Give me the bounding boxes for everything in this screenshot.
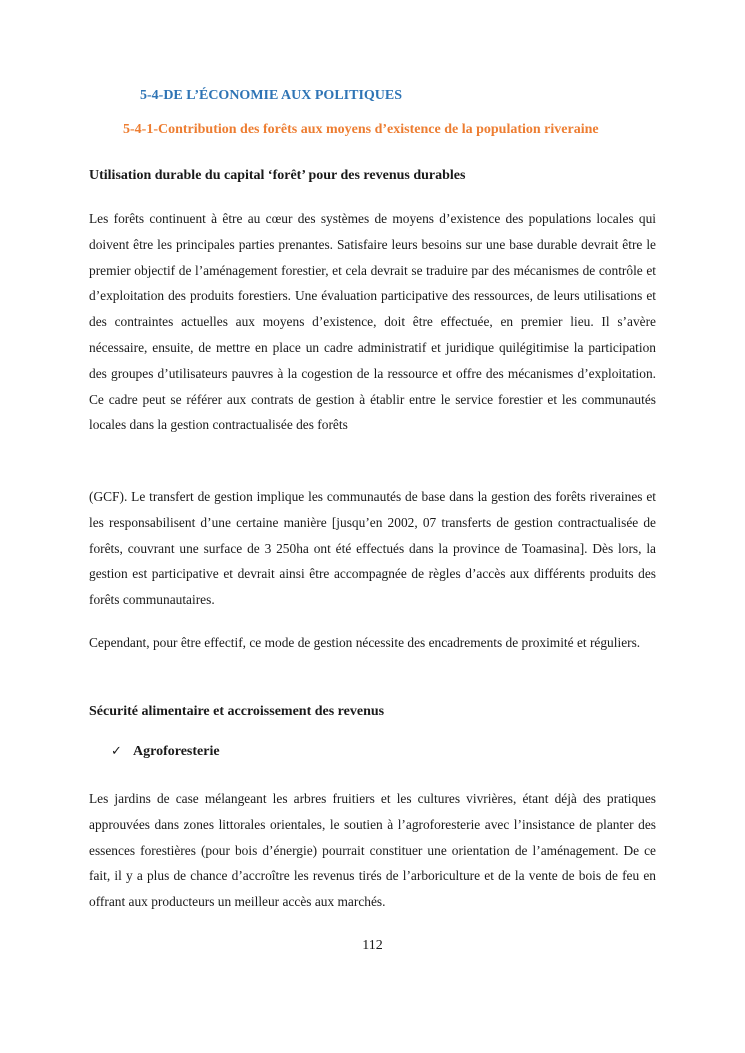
subitem-title: Agroforesterie — [133, 744, 220, 759]
paragraph-moyens-existence: Les forêts continuent à être au cœur des systèmes de moyens d’existence des populations locales qui doivent être les principales parties prenantes. Satisfaire leurs besoins sur une base durable devrait être le premier objectif de l’aménagement forestier, et cela devrait se traduire par des mécanismes de contrôle et d’exploitation des produits forestiers. Une évaluation participative des ressources, de leurs utilisations et des contraintes actuelles aux moyens d’existence, doit être effectuée, en premier lieu. Il s’avère nécessaire, ensuite, de mettre en place un cadre administratif et juridique quilégitimise la participation des groupes d’utilisateurs pauvres à la cogestion de la ressource et offre des mécanismes d’exploitation. Ce cadre peut se référer aux contrats de gestion à établir entre le service forestier et les communautés locales dans la gestion contractualisée des forêts — [89, 211, 656, 433]
subitem-agroforesterie — [111, 744, 220, 760]
section-heading: 5-4-DE L’ÉCONOMIE AUX POLITIQUES — [140, 88, 403, 103]
bullet-heading-securite-alimentaire — [89, 704, 384, 720]
bullet-heading-text: Utilisation durable du capital ‘forêt’ pour des revenus durables — [89, 168, 466, 183]
paragraph-gcf: (GCF). Le transfert de gestion implique les communautés de base dans la gestion des forêts riveraines et les responsabilisent d’une certaine manière [jusqu’en 2002, 07 transferts de gestion contractualisée de forêts, couvrant une surface de 3 250ha ont été effectués dans la province de Toamasina]. Dès lors, la gestion est participative et devrait ainsi être accompagnée de règles d’accès aux différents produits des forêts communautaires. — [89, 489, 656, 608]
bullet-heading-text: Sécurité alimentaire et accroissement des revenus — [89, 704, 385, 719]
paragraph-jardins-de-case: Les jardins de case mélangeant les arbres fruitiers et les cultures vivrières, étant déjà des pratiques approuvées dans zones littorales orientales, le soutien à l’agroforesterie avec l’insistance de planter des essences forestières (pour bois d’énergie) pourrait constituer une orientation de l’aménagement. De ce fait, il y a plus de chance d’accroître les revenus tirés de l’arboriculture et de la vente de bois de feu en offrant aux producteurs un meilleur accès aux marchés. — [89, 791, 656, 910]
paragraph-cependant: Cependant, pour être effectif, ce mode de gestion nécessite des encadrements de proximité et réguliers. — [89, 635, 641, 650]
bullet-heading-capital-foret — [89, 168, 465, 184]
subsection-heading: 5-4-1-Contribution des forêts aux moyens d’existence de la population riveraine — [123, 122, 599, 137]
checkmark-icon: ✓ — [111, 744, 122, 759]
page-number: 112 — [362, 938, 383, 953]
